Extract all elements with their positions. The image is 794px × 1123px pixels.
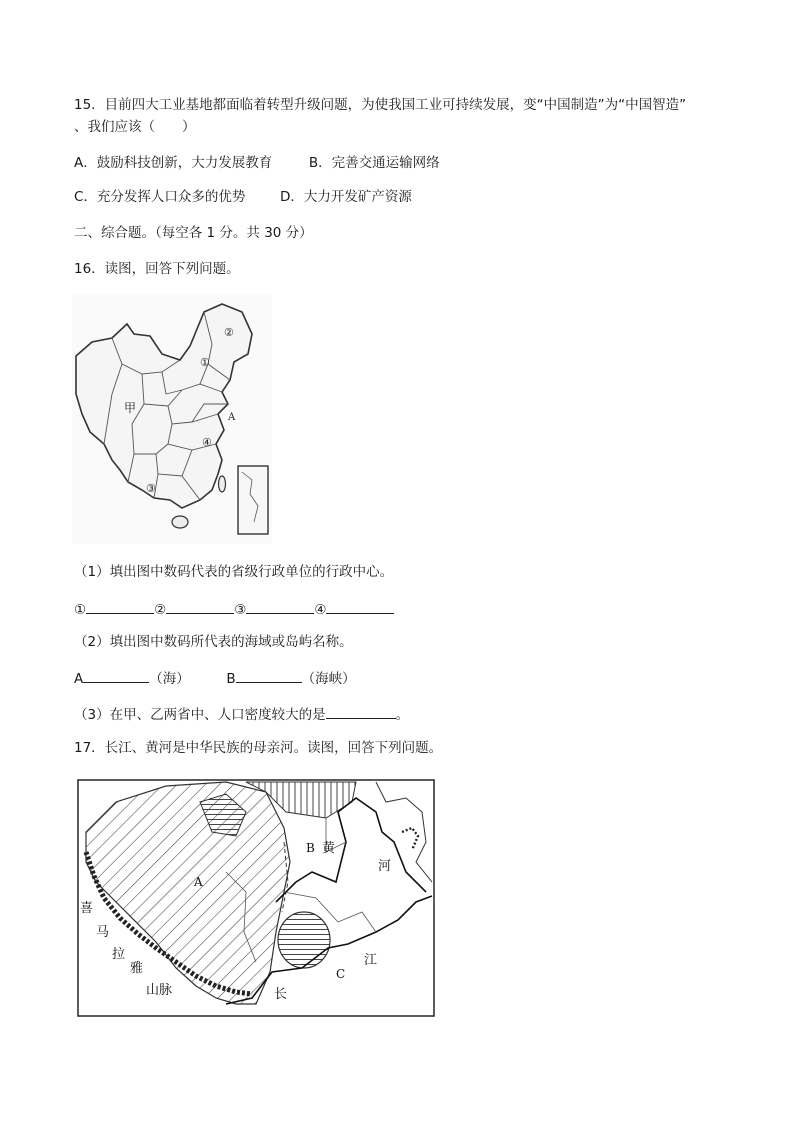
q15-stem-line2: 、我们应该（ ） bbox=[74, 119, 196, 135]
part3-prefix: （3）在甲、乙两省中、人口密度较大的是 bbox=[74, 707, 326, 723]
map-label-huang: 黄 bbox=[322, 841, 336, 856]
map-label-la: 拉 bbox=[112, 947, 126, 962]
q15-option-b[interactable]: B．完善交通运输网络 bbox=[308, 155, 440, 171]
answer-blank-4[interactable] bbox=[326, 598, 394, 614]
map-label-2: ② bbox=[224, 326, 234, 339]
map-label-B: B bbox=[306, 841, 315, 855]
q17-stem: 17．长江、黄河是中华民族的母亲河。读图，回答下列问题。 bbox=[74, 740, 443, 756]
map-label-C: C bbox=[336, 967, 346, 981]
map-label-xi: 喜 bbox=[80, 901, 94, 916]
map-label-1: ① bbox=[200, 356, 210, 369]
map-label-ya: 雅 bbox=[130, 961, 144, 976]
map-label-shanmai: 山脉 bbox=[146, 983, 173, 998]
q15-options-ab bbox=[74, 153, 440, 173]
answer-blank-1[interactable] bbox=[86, 598, 154, 614]
map-label-jia: 甲 bbox=[124, 401, 137, 415]
rivers-map bbox=[76, 772, 438, 1018]
q15-option-c[interactable]: C．充分发挥人口众多的优势 bbox=[74, 189, 246, 205]
answer-blank-b[interactable] bbox=[236, 667, 302, 683]
q15-options-cd bbox=[74, 187, 412, 207]
blank-label-4: ④ bbox=[314, 602, 327, 618]
map-label-jiang: 江 bbox=[364, 953, 378, 968]
q15-option-d[interactable]: D．大力开发矿产资源 bbox=[280, 189, 412, 205]
q15-option-a[interactable]: A．鼓励科技创新，大力发展教育 bbox=[74, 155, 273, 171]
q16-blanks-row1 bbox=[74, 598, 394, 620]
blank-b-prefix: B bbox=[226, 671, 236, 687]
answer-blank-3[interactable] bbox=[246, 598, 314, 614]
blank-b-suffix: （海峡） bbox=[301, 671, 356, 687]
part3-suffix: 。 bbox=[395, 707, 410, 723]
blank-label-2: ② bbox=[154, 602, 167, 618]
map-label-4: ④ bbox=[202, 436, 212, 449]
map-label-ma: 马 bbox=[96, 925, 110, 940]
map-label-A: A bbox=[194, 875, 203, 889]
china-province-map bbox=[72, 294, 272, 544]
q16-part1: （1）填出图中数码代表的省级行政单位的行政中心。 bbox=[74, 564, 394, 580]
blank-label-3: ③ bbox=[234, 602, 247, 618]
map-label-he: 河 bbox=[378, 859, 392, 874]
answer-blank-part3[interactable] bbox=[326, 703, 396, 719]
q16-blanks-row2 bbox=[74, 667, 356, 689]
q16-stem: 16．读图，回答下列问题。 bbox=[74, 261, 240, 277]
q16-part3 bbox=[74, 703, 409, 725]
q16-part2: （2）填出图中数码所代表的海域或岛屿名称。 bbox=[74, 634, 353, 650]
map-label-3: ③ bbox=[146, 482, 156, 495]
q15-stem-line1: 15．目前四大工业基地都面临着转型升级问题，为使我国工业可持续发展，变“中国制造”为“中国智造” bbox=[74, 97, 687, 113]
answer-blank-a[interactable] bbox=[83, 667, 149, 683]
blank-a-suffix: （海） bbox=[149, 671, 190, 687]
blank-label-1: ① bbox=[74, 602, 87, 618]
map-label-a: A bbox=[228, 412, 236, 423]
answer-blank-2[interactable] bbox=[166, 598, 234, 614]
blank-a-prefix: A bbox=[74, 671, 84, 687]
section-heading: 二、综合题。（每空各 1 分。共 30 分） bbox=[74, 225, 313, 241]
map-label-chang: 长 bbox=[274, 987, 288, 1002]
